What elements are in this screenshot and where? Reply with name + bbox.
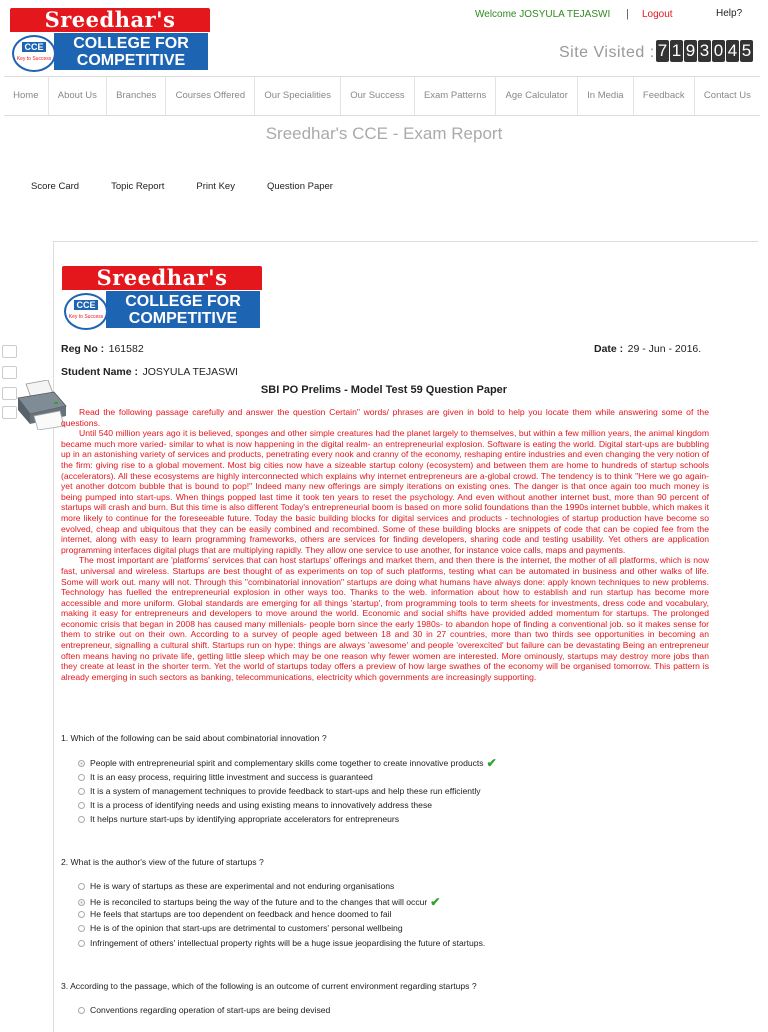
side-checkbox[interactable] <box>2 345 17 358</box>
cce-badge-icon: CCE Key to Success <box>12 35 56 72</box>
tab-topic-report[interactable]: Topic Report <box>111 181 165 192</box>
date-value: 29 - Jun - 2016. <box>627 343 702 355</box>
logo-name: COLLEGE FOR COMPETITIVE EXAMS <box>54 33 208 70</box>
radio-selected[interactable] <box>78 899 85 906</box>
answer-option[interactable]: He is of the opinion that start-ups are detrimental to customers' personal wellbeing <box>78 923 403 933</box>
radio-button[interactable] <box>78 816 85 823</box>
answer-option[interactable]: People with entrepreneurial spirit and complementary skills come together to create innovative products ✔ <box>78 756 497 770</box>
side-checkbox[interactable] <box>2 366 17 379</box>
logo-brand: Sreedhar's <box>62 266 262 290</box>
nav-age-calculator[interactable]: Age Calculator <box>496 77 578 115</box>
check-icon: ✔ <box>486 756 497 770</box>
site-visited-label: Site Visited : <box>559 44 655 61</box>
answer-option[interactable]: It is a system of management techniques to provide feedback to start-ups and help these run efficiently <box>78 786 481 796</box>
counter-digit: 1 <box>671 41 682 60</box>
radio-button[interactable] <box>78 802 85 809</box>
radio-button[interactable] <box>78 940 85 947</box>
reg-no-row <box>61 339 144 357</box>
question-text: 1. Which of the following can be said about combinatorial innovation ? <box>61 733 327 743</box>
answer-option[interactable]: It is an easy process, requiring little investment and success is guaranteed <box>78 772 373 782</box>
nav-in-media[interactable]: In Media <box>578 77 634 115</box>
radio-button[interactable] <box>78 911 85 918</box>
report-tabs <box>31 181 365 192</box>
logo-name: COLLEGE FOR COMPETITIVE EXAMS <box>106 291 260 328</box>
counter-digit: 7 <box>657 41 668 60</box>
passage-paragraph: Until 540 million years ago it is believed, sponges and other simple creatures had the planet largely to themselves, but within a few million years, the animal kingdom became much more varied- similar to what is now happening in the digital realm- an entrepreneurial explosion. Software is eating the world. Digital start-ups are bubbling up in an astonishing variety of services and products, penetrating every nook and cranny of the economy, reshaping entire industries and even changing the very notion of the firm: giving rise to a global movement. Most big cities now have a sizeable startup colony (ecosystem) and between them are home to hundreds of startup schools (accelerators). All these ecosystems are highly interconnected which explains why internet entrepreneurs are a-global crowd. The tendency is to think "Here we go again- yet another dotcom bubble that is bound to pop!" Indeed many new offerings are simply iterations on existing ones. The danger is that once again too much money is being pumped into start-ups. When things popped last time it took ten years to reset the psychology. And even without another internet bust, more than 90 percent of startups will crash and burn. But this time is also different Today's entrepreneurial boom is based on more solid foundations than the 1990s internet bubble, which makes it more likely to continue for the foreseeable future. Today the basic building blocks for digital services and products - technologies of startup production have become so evolved, cheap and ubiquitous that they can be easily combined and recombined. Some of these building blocks are snippets of code that can be copied fee from the internet, along with easy to learn programming frameworks, others are services for finding developers, sharing code and testing usability. Yet others are application programming interfaces digital plugs that are multiplying rapidly. They allow one service to use another, for instance voice calls, maps and payments. <box>61 428 709 555</box>
nav-branches[interactable]: Branches <box>107 77 166 115</box>
answer-option[interactable]: It is a process of identifying needs and using existing means to innovatively address these <box>78 800 432 810</box>
visit-counter <box>656 40 753 62</box>
radio-button[interactable] <box>78 788 85 795</box>
answer-option[interactable]: Conventions regarding operation of start-ups are being devised <box>78 1005 330 1015</box>
answer-option[interactable]: He feels that startups are too dependent on feedback and hence doomed to fail <box>78 909 391 919</box>
tab-print-key[interactable]: Print Key <box>196 181 235 192</box>
answer-option[interactable]: He is wary of startups as these are experimental and not enduring organisations <box>78 881 394 891</box>
answer-option[interactable]: It helps nurture start-ups by identifying appropriate accelerators for entrepreneurs <box>78 814 399 824</box>
cce-badge-icon: CCE Key to Success <box>64 293 108 330</box>
check-icon: ✔ <box>430 895 441 909</box>
counter-digit: 9 <box>685 41 696 60</box>
student-name-row <box>61 362 238 380</box>
nav-our-specialities[interactable]: Our Specialities <box>255 77 341 115</box>
nav-contact-us[interactable]: Contact Us <box>703 90 751 101</box>
radio-selected[interactable] <box>78 760 85 767</box>
paper-title: SBI PO Prelims - Model Test 59 Question Paper <box>260 384 508 396</box>
main-nav <box>4 76 760 116</box>
answer-option[interactable]: He is reconciled to startups being the way of the future and to the changes that will occur ✔ <box>78 895 440 909</box>
logout-link[interactable]: Logout <box>642 9 673 20</box>
reading-passage <box>61 407 709 682</box>
student-name-label: Student Name : <box>61 366 139 378</box>
nav-about-us[interactable]: About Us <box>49 77 107 115</box>
answer-option[interactable]: Infringement of others' intellectual property rights will be a huge issue jeopardising the future of startups. <box>78 938 485 948</box>
tab-score-card[interactable]: Score Card <box>31 181 80 192</box>
nav-courses-offered[interactable]: Courses Offered <box>166 77 255 115</box>
student-name-value: JOSYULA TEJASWI <box>142 366 238 378</box>
counter-digit: 3 <box>699 41 710 60</box>
nav-home[interactable]: Home <box>4 77 49 115</box>
passage-paragraph: Read the following passage carefully and answer the question Certain" words/ phrases are given in bold to help you locate them while answering some of the questions. <box>61 407 709 428</box>
radio-button[interactable] <box>78 774 85 781</box>
nav-our-success[interactable]: Our Success <box>341 77 415 115</box>
tab-question-paper[interactable]: Question Paper <box>266 181 333 192</box>
question-text: 2. What is the author's view of the future of startups ? <box>61 857 264 867</box>
help-link[interactable]: Help? <box>716 8 743 19</box>
report-logo <box>62 265 262 344</box>
site-logo[interactable] <box>10 7 210 86</box>
date-label: Date : <box>594 343 624 355</box>
reg-no-label: Reg No : <box>61 343 105 355</box>
header-separator: | <box>626 8 629 20</box>
counter-digit: 5 <box>741 41 752 60</box>
nav-exam-patterns[interactable]: Exam Patterns <box>415 77 497 115</box>
counter-digit: 0 <box>713 41 724 60</box>
counter-digit: 4 <box>727 41 738 60</box>
reg-no-value: 161582 <box>108 343 144 355</box>
question-text: 3. According to the passage, which of the following is an outcome of current environment regarding startups ? <box>61 981 477 991</box>
logo-brand: Sreedhar's <box>10 8 210 32</box>
radio-button[interactable] <box>78 1007 85 1014</box>
radio-button[interactable] <box>78 925 85 932</box>
passage-paragraph: The most important are 'platforms' services that can host startups' offerings and market them, and then there is the internet, the mother of all platforms, which is now fast, universal and wireless. Startups are best thought of as experiments on top of such platforms, testing what can be automated in business and other walks of life. Some will work out. many will not. Through this "combinatorial innovation" startups are doing what humans have always done: apply known techniques to new problems. Technology has fuelled the entrepreneurial explosion in other ways too. Thanks to the web. information about how to establish and run startup has become more accessible and more uniform. Global standards are emerging for all things 'startup', from programming tools to term sheets for investments, dress code and vocabulary, making it easy for entrepreneurs and developers to move around the world. Economic and social shifts have provided added momentum for startups. The prolonged economic crisis that began in 2008 has caused many millenials- people born since the early 1980s- to abandon hope of finding a conventional job. so it makes sense for them to strike out on their own. According to a survey of people aged between 18 and 30 in 27 countries, more than two thirds see opportunities in becoming an entrepreneur, signalling a cultural shift. Startups run on hype: things are always 'awesome' and people 'overexcited' but failure can be devastating Being an entrepreneur often means having no private life, getting little sleep which may be one reason why fewer women are interested. More ominously, startups may destroy more jobs than they create at least in the shorter term. Yet the world of startups today offers a preview of how large swathes of the economy will be organised tomorrow. This pattern is already emerging in such sectors as banking, telecommunications, electricity which governments are increasingly supporting. <box>61 555 709 682</box>
welcome-text: Welcome JOSYULA TEJASWI <box>475 9 611 20</box>
page-title: Sreedhar's CCE - Exam Report <box>265 124 503 143</box>
date-row <box>594 339 701 357</box>
radio-button[interactable] <box>78 883 85 890</box>
nav-feedback[interactable]: Feedback <box>634 77 695 115</box>
